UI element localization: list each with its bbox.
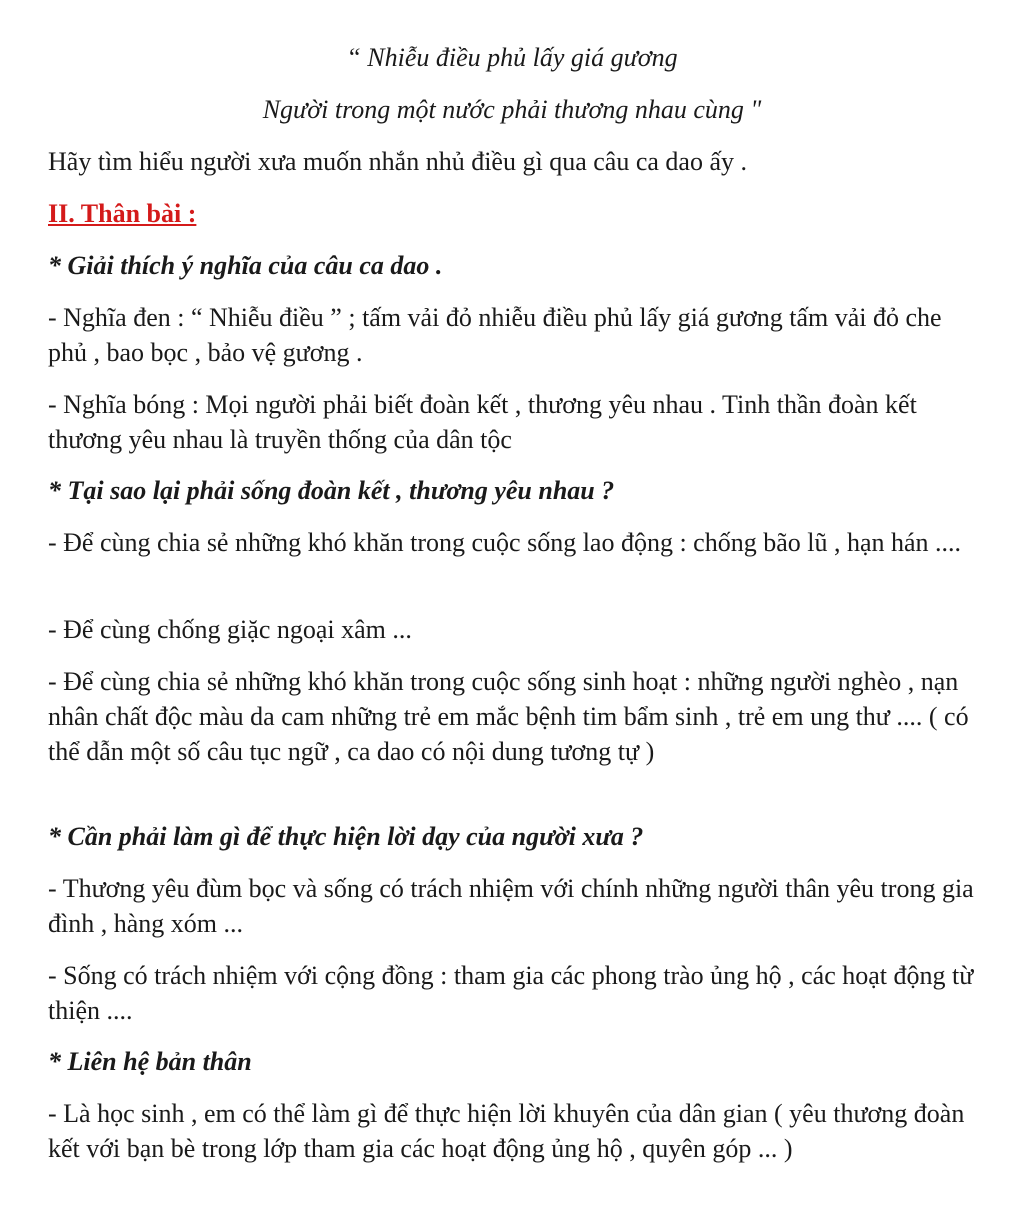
poem-line-1: “ Nhiễu điều phủ lấy giá gương [346, 43, 678, 72]
poem-line-2: Người trong một nước phải thương nhau cùng " [262, 95, 762, 124]
section-heading-self: * Liên hệ bản thân [48, 1047, 252, 1076]
section-heading-why: * Tại sao lại phải sống đoàn kết , thương yêu nhau ? [48, 476, 615, 505]
paragraph-why-2: - Để cùng chống giặc ngoại xâm ... [48, 615, 412, 644]
paragraph-why-3: - Để cùng chia sẻ những khó khăn trong cuộc sống sinh hoạt : những người nghèo , nạn nhân chất độc màu da cam những trẻ em mắc bệnh tim bẩm sinh , trẻ em ung thư .... ( có thể dẫn một số câu tục ngữ , ca dao có nội dung tương tự ) [48, 667, 969, 766]
section-title: II. Thân bài : [48, 199, 197, 228]
paragraph-todo-1: - Thương yêu đùm bọc và sống có trách nhiệm với chính những người thân yêu trong gia đình , hàng xóm ... [48, 874, 974, 938]
prompt-text: Hãy tìm hiểu người xưa muốn nhắn nhủ điều gì qua câu ca dao ấy . [48, 147, 747, 176]
paragraph-literal-meaning: - Nghĩa đen : “ Nhiễu điều ” ; tấm vải đỏ nhiễu điều phủ lấy giá gương tấm vải đỏ che phủ , bao bọc , bảo vệ gương . [48, 303, 942, 367]
paragraph-why-1: - Để cùng chia sẻ những khó khăn trong cuộc sống lao động : chống bão lũ , hạn hán .... [48, 528, 962, 557]
section-heading-what-to-do: * Cần phải làm gì để thực hiện lời dạy của người xưa ? [48, 822, 644, 851]
paragraph-self-1: - Là học sinh , em có thể làm gì để thực hiện lời khuyên của dân gian ( yêu thương đoàn kết với bạn bè trong lớp tham gia các hoạt động ủng hộ , quyên góp ... ) [48, 1099, 965, 1163]
section-heading-explanation: * Giải thích ý nghĩa của câu ca dao . [48, 251, 443, 280]
paragraph-figurative-meaning: - Nghĩa bóng : Mọi người phải biết đoàn kết , thương yêu nhau . Tinh thần đoàn kết thương yêu nhau là truyền thống của dân tộc [48, 390, 917, 454]
paragraph-todo-2: - Sống có trách nhiệm với cộng đồng : tham gia các phong trào ủng hộ , các hoạt động từ thiện .... [48, 961, 974, 1025]
